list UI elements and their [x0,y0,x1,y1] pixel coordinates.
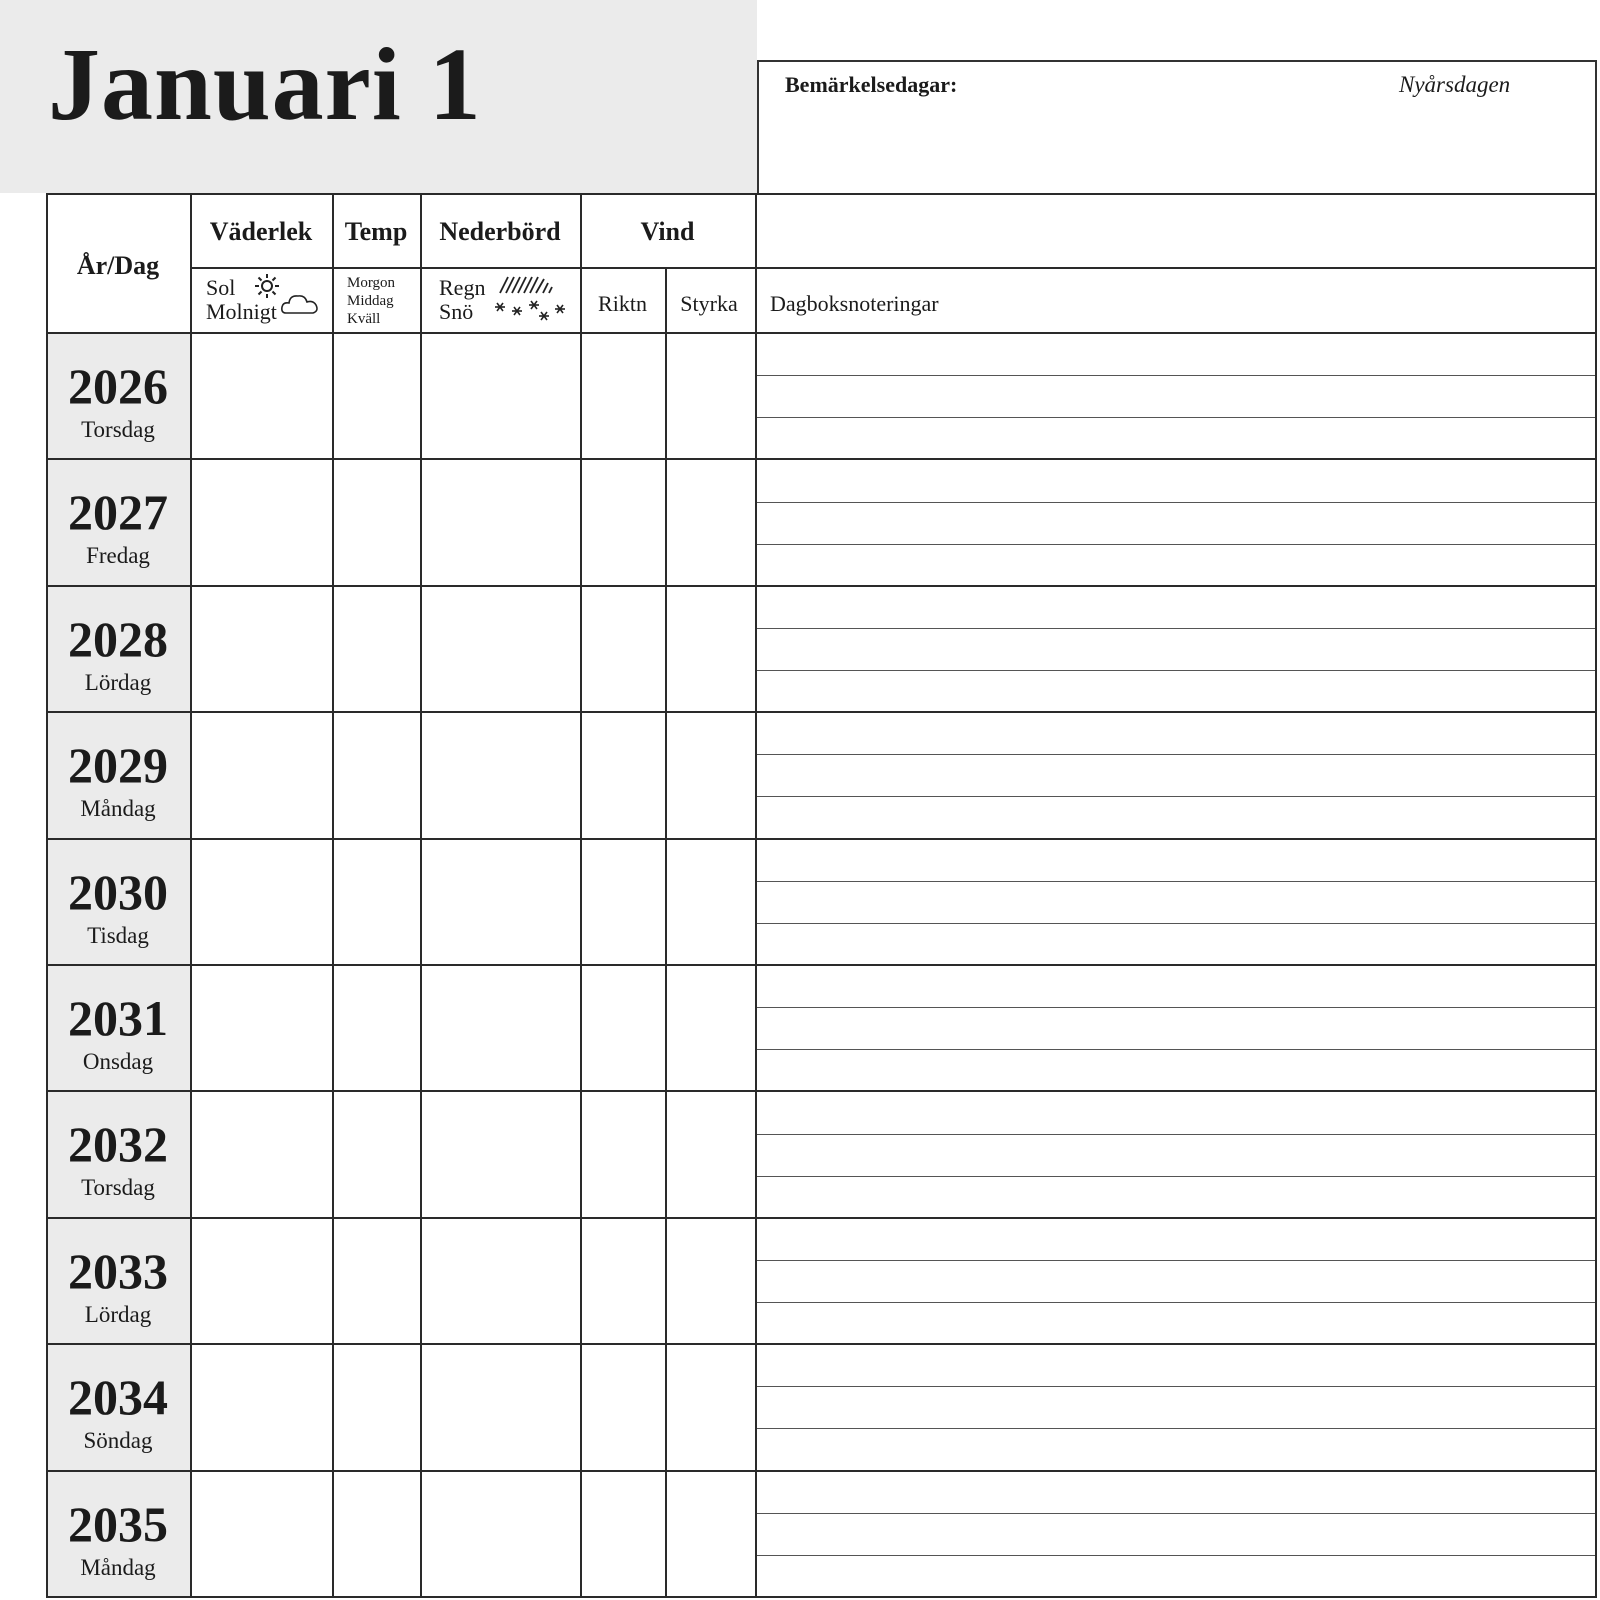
column-divider [665,267,667,1597]
rain-icon [498,273,556,297]
weekday-name: Lördag [84,1301,152,1327]
sun-icon [254,273,280,299]
column-divider [1595,193,1597,1597]
header-wind-strength: Styrka [680,291,738,316]
holiday-box [757,60,1597,193]
row-divider [46,585,1597,587]
header-precip: Nederbörd [439,217,561,246]
notes-line [755,1007,1597,1008]
row-divider [46,1343,1597,1345]
year-number: 2034 [68,1369,168,1426]
weekday-name: Måndag [80,1554,156,1580]
holiday-label: Bemärkelsedagar: [785,72,958,97]
year-cell [46,712,190,838]
header-weather-sun: Sol [206,275,236,300]
column-divider [46,193,48,1597]
weekday-name: Onsdag [82,1049,154,1074]
year-number: 2028 [68,610,168,667]
weekday-name: Fredag [86,543,150,569]
header-precip-snow: Snö [439,299,474,324]
header-wind: Vind [640,217,695,246]
year-cell [46,1471,190,1597]
notes-line [755,1513,1597,1514]
year-number: 2031 [68,990,168,1046]
column-divider [190,193,192,1597]
notes-line [755,1260,1597,1261]
header-notes: Dagboksnoteringar [770,291,939,316]
notes-line [755,375,1597,376]
notes-line [755,670,1597,671]
header-weather-cloudy: Molnigt [206,299,277,324]
notes-line [755,881,1597,882]
row-divider [46,838,1597,840]
year-cell [46,1091,190,1217]
year-number: 2027 [68,484,168,541]
notes-line [755,544,1597,545]
year-number: 2033 [68,1242,168,1299]
column-divider [332,193,334,1597]
notes-line [755,1302,1597,1303]
row-divider [46,332,1597,334]
weekday-name: Söndag [83,1428,153,1454]
notes-line [755,628,1597,629]
year-number: 2032 [68,1116,168,1173]
header-temp: Temp [344,217,408,246]
weekday-name: Torsdag [81,1175,155,1201]
notes-line [755,923,1597,924]
table-top-border [46,193,1597,195]
notes-line [755,1555,1597,1556]
notes-line [755,1049,1597,1050]
row-divider [46,1090,1597,1092]
row-divider [46,1596,1597,1598]
year-number: 2029 [68,737,168,794]
year-number: 2035 [68,1495,168,1552]
column-divider [755,193,757,1597]
header-temp-midday: Middag [347,293,394,309]
weekday-name: Lördag [84,669,152,695]
year-cell [46,1344,190,1470]
notes-line [755,1134,1597,1135]
notes-line [755,796,1597,797]
year-number: 2030 [68,863,168,920]
column-divider [420,193,422,1597]
holiday-name: Nyårsdagen [1399,72,1511,97]
notes-line [755,1176,1597,1177]
year-cell [46,333,190,459]
header-temp-evening: Kväll [347,311,381,327]
diary-table [46,193,1597,1597]
notes-line [755,1386,1597,1387]
notes-line [755,1428,1597,1429]
year-cell [46,839,190,965]
row-divider [46,711,1597,713]
page-title: Januari 1 [48,27,482,142]
weekday-name: Tisdag [87,922,149,948]
year-number: 2026 [68,358,168,414]
header-year-day: År/Dag [76,251,160,280]
notes-line [755,754,1597,755]
header-divider [190,267,1597,269]
header-precip-rain: Regn [439,275,486,300]
weekday-name: Måndag [80,796,156,822]
year-cell [46,459,190,585]
year-cell [46,965,190,1091]
row-divider [46,1470,1597,1472]
row-divider [46,964,1597,966]
snow-icon [492,297,570,323]
title-band [0,0,757,193]
notes-line [755,502,1597,503]
year-cell [46,1218,190,1344]
header-temp-morning: Morgon [347,275,396,291]
year-cell [46,586,190,712]
row-divider [46,1217,1597,1219]
column-divider [580,193,582,1597]
notes-line [755,417,1597,418]
header-wind-direction: Riktn [598,291,647,316]
row-divider [46,458,1597,460]
header-weather: Väderlek [209,217,313,246]
weekday-name: Torsdag [81,417,155,442]
cloud-icon [280,291,320,317]
